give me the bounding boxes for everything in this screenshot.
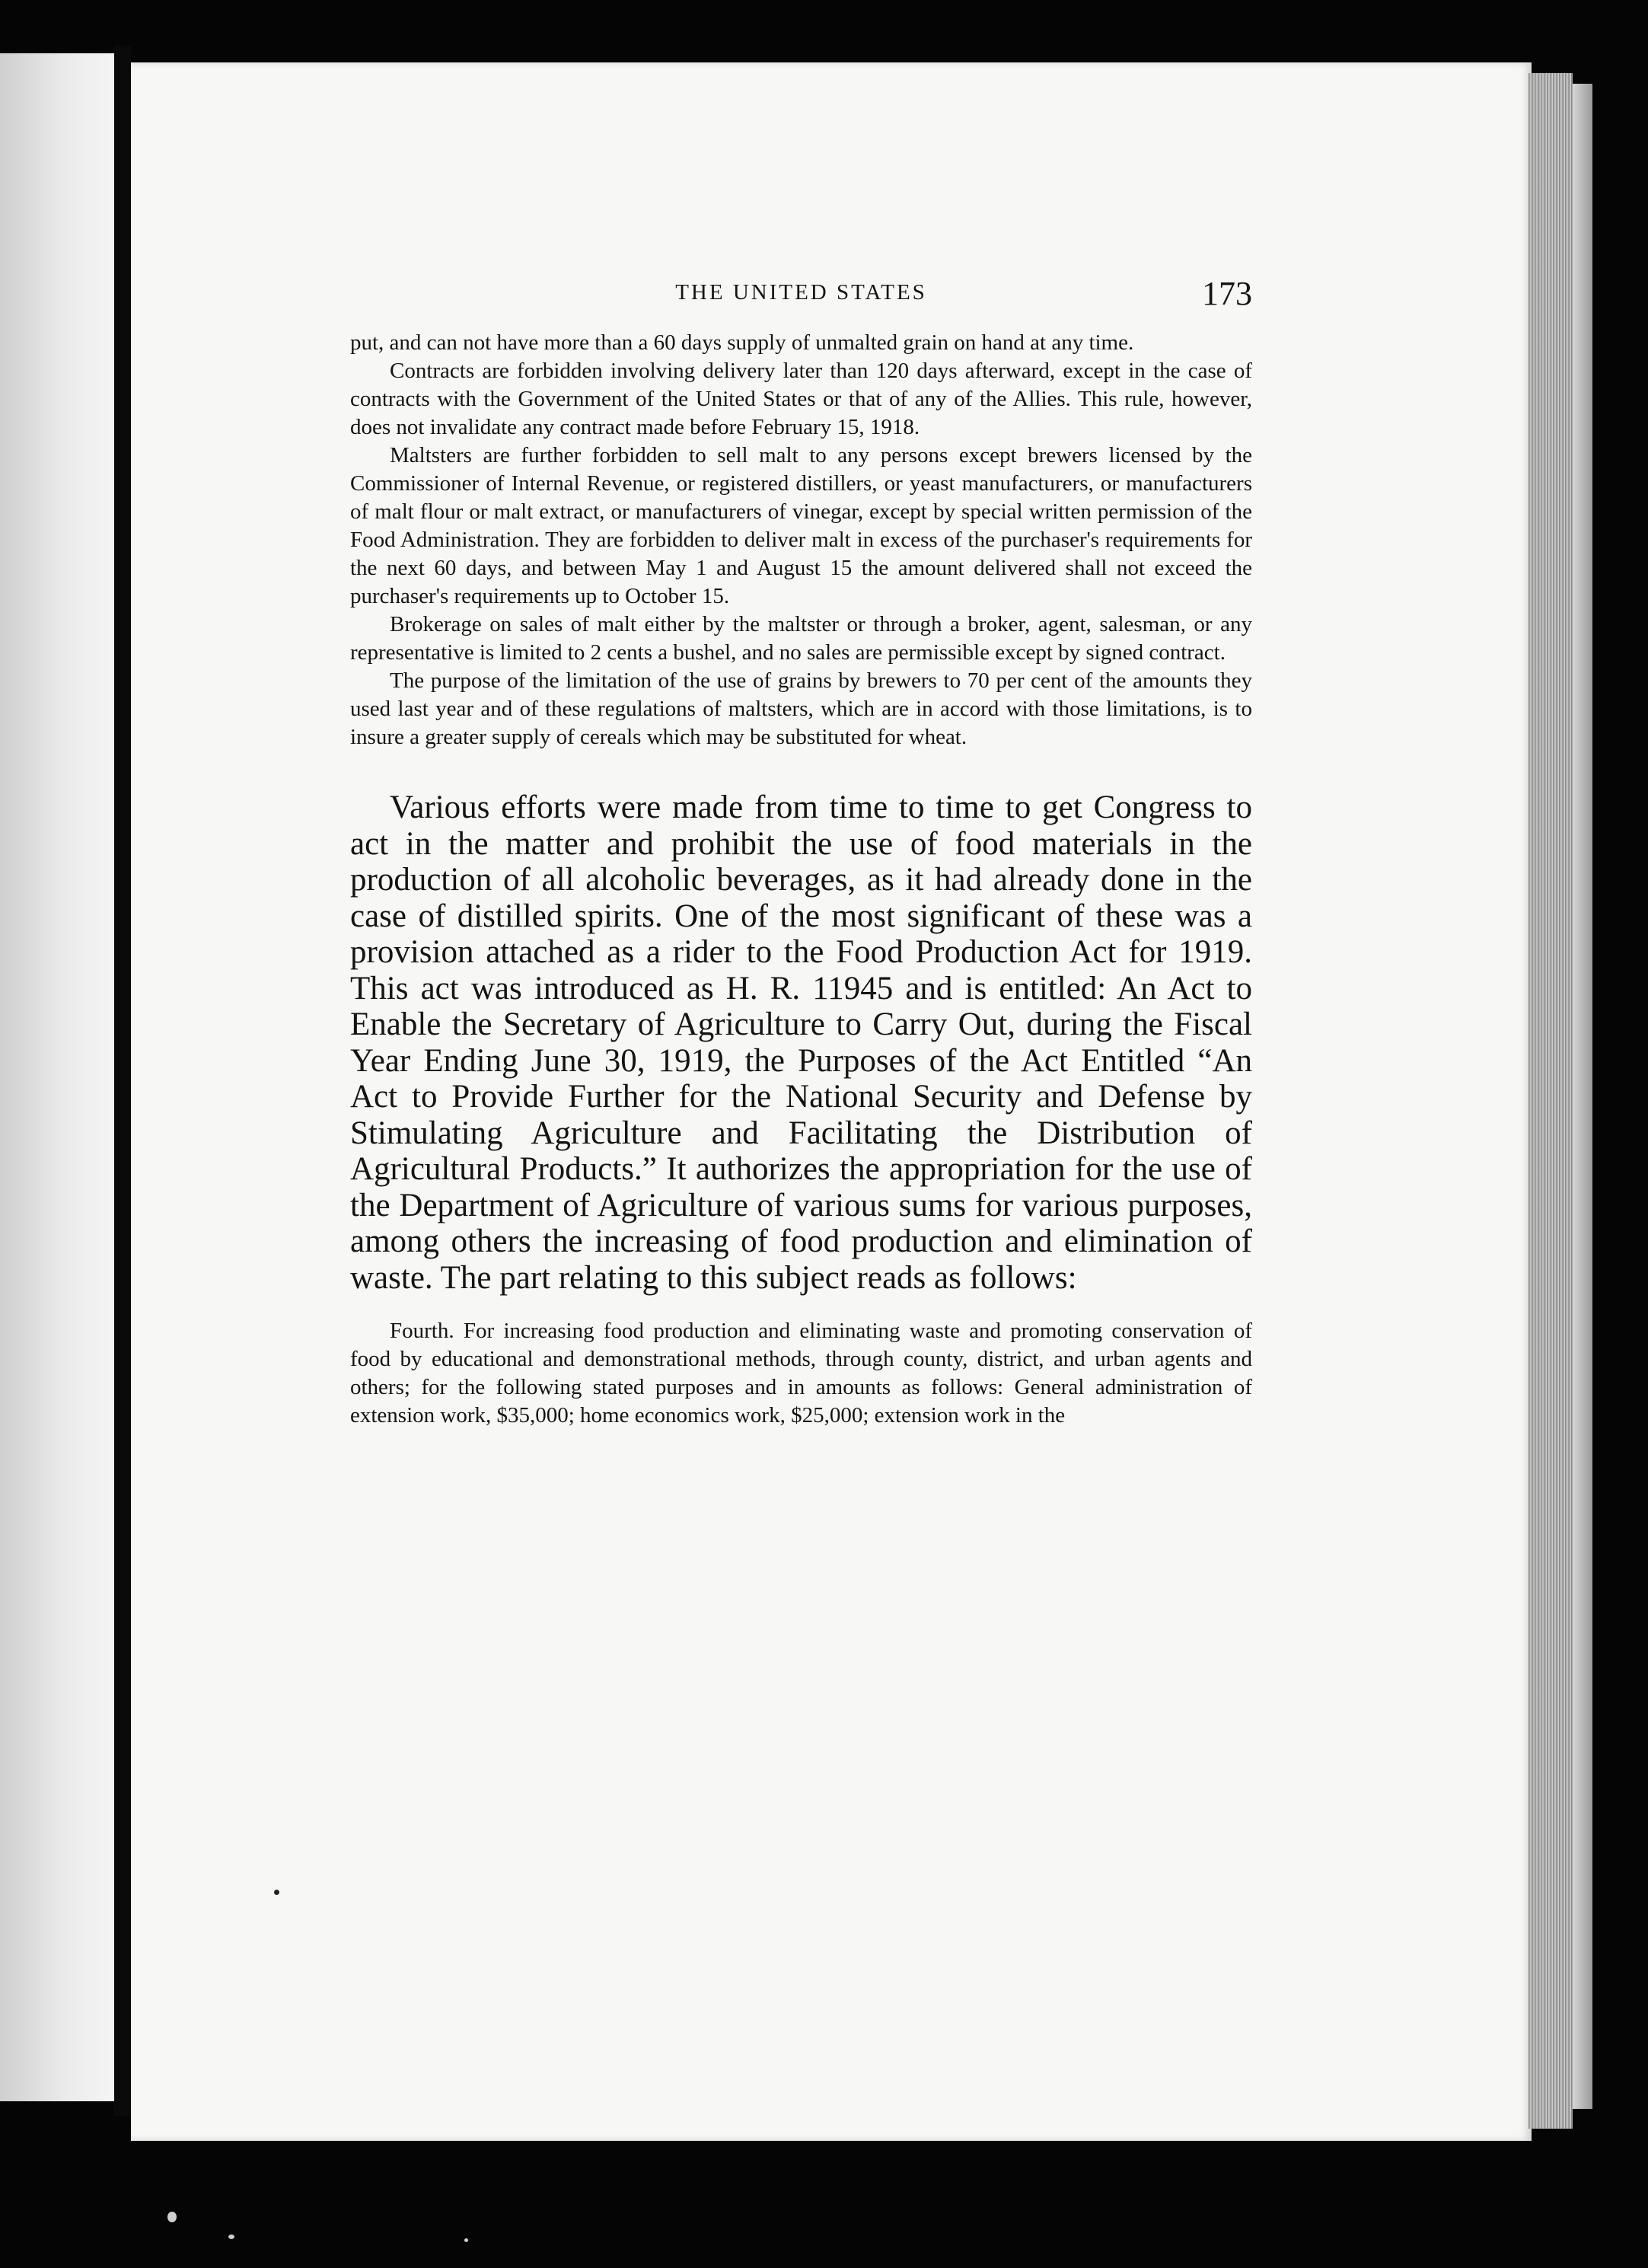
book-cover-edge: [1573, 84, 1592, 2109]
regulation-paragraph: Contracts are forbidden involving delivery later than 120 days afterward, except in the case of contracts with the Government of the United States or that of any of the Allies. This rule, however, does not invalidate any contract made before February 15, 1918.: [350, 359, 1252, 439]
regulation-paragraph: put, and can not have more than a 60 days supply of unmalted grain on hand at any time.: [350, 330, 1134, 355]
regulation-paragraph: The purpose of the limitation of the use of grains by brewers to 70 per cent of the amounts they used last year and of these regulations of maltsters, which are in accord with those limitations, is to insure a greater supply of cereals which may be substituted for wheat.: [350, 668, 1252, 749]
running-head: [350, 274, 1252, 320]
scan-speck: [228, 2235, 234, 2239]
page-number: 173: [1202, 275, 1252, 312]
quoted-regulations: [350, 329, 1252, 751]
regulation-paragraph: Maltsters are further forbidden to sell malt to any persons except brewers licensed by the Commissioner of Internal Revenue, or registered distillers, or yeast manufacturers, or manufacturers of malt flour or malt extract, or manufacturers of vinegar, except by special written permission of the Food Administration. They are forbidden to deliver malt in excess of the purchaser's requirements for the next 60 days, and between May 1 and August 15 the amount delivered shall not exceed the purchaser's requirements up to October 15.: [350, 443, 1252, 608]
scan-speck: [167, 2212, 177, 2222]
page-stack-edge: [1528, 73, 1573, 2129]
body-paragraph: Various efforts were made from time to time to get Congress to act in the matter and prohibit the use of food materials in the production of all alcoholic beverages, as it had already done in the case of distilled spirits. One of the most significant of these was a provision attached as a rider to the Food Production Act for 1919. This act was introduced as H. R. 11945 and is entitled: An Act to Enable the Secretary of Agriculture to Carry Out, during the Fiscal Year Ending June 30, 1919, the Purposes of the Act Entitled “An Act to Provide Further for the National Security and Defense by Stimulating Agriculture and Facilitating the Distribution of Agricultural Products.” It authorizes the appropriation for the use of the Department of Agriculture of various sums for various purposes, among others the increasing of food production and elimination of waste. The part relating to this subject reads as follows:: [350, 789, 1252, 1296]
regulation-paragraph: Brokerage on sales of malt either by the maltster or through a broker, agent, salesman, or any representative is limited to 2 cents a bushel, and no sales are permissible except by signed contract.: [350, 612, 1252, 665]
book-gutter: [114, 46, 131, 2116]
scan-speck: [464, 2238, 468, 2242]
scan-speck: [274, 1890, 279, 1895]
facing-page-edge: [0, 53, 114, 2101]
running-title: THE UNITED STATES: [675, 280, 927, 305]
act-excerpt: Fourth. For increasing food production and eliminating waste and promoting conservation of food by educational and demonstrational methods, through county, district, and urban agents and others; for the following stated purposes and in amounts as follows: General administration of extension work, $35,000; home economics work, $25,000; extension work in the: [350, 1319, 1252, 1427]
page-text: [350, 274, 1252, 1430]
